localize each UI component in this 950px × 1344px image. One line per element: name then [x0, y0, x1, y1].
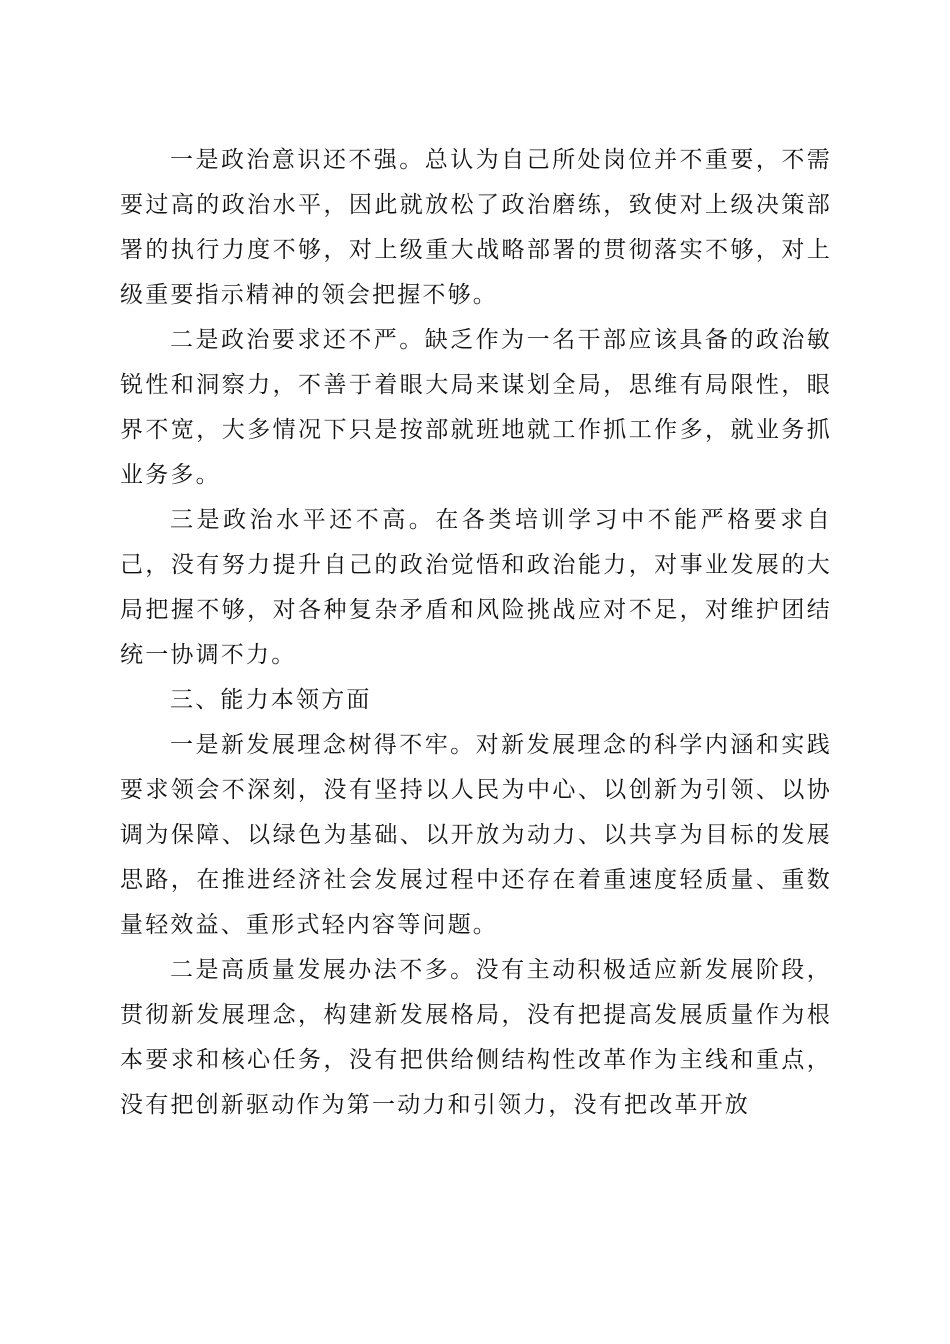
paragraph-lead: 一是新发展理念树得不牢。 — [170, 732, 476, 758]
paragraph-political-level — [120, 498, 832, 678]
paragraph-political-awareness — [120, 138, 832, 318]
paragraph-text: 对新发展理念的科学内涵和实践要求领会不深刻，没有坚持以人民为中心、以创新为引领、以协调为保障、以绿色为基础、以开放为动力、以共享为目标的发展思路，在推进经济社会发展过程中还存在着重速度轻质量、重数量轻效益、重形式轻内容等问题。 — [120, 732, 832, 938]
paragraph-text: 总认为自己所处岗位并不重要，不需要过高的政治水平，因此就放松了政治磨练，致使对上级决策部署的执行力度不够，对上级重大战略部署的贯彻落实不够，对上级重要指示精神的领会把握不够。 — [120, 147, 832, 308]
paragraph-new-development-concept — [120, 723, 832, 948]
document-body — [120, 138, 832, 1128]
section-heading: 三、能力本领方面 — [170, 687, 372, 713]
paragraph-lead: 三是政治水平还不高。 — [170, 507, 436, 533]
paragraph-high-quality-development — [120, 948, 832, 1128]
paragraph-text: 缺乏作为一名干部应该具备的政治敏锐性和洞察力，不善于着眼大局来谋划全局，思维有局限性，眼界不宽，大多情况下只是按部就班地就工作抓工作多，就业务抓业务多。 — [120, 327, 832, 488]
paragraph-lead: 二是高质量发展办法不多。 — [170, 957, 476, 983]
paragraph-text: 在各类培训学习中不能严格要求自己，没有努力提升自己的政治觉悟和政治能力，对事业发展的大局把握不够，对各种复杂矛盾和风险挑战应对不足，对维护团结统一协调不力。 — [120, 507, 833, 668]
paragraph-lead: 二是政治要求还不严。 — [170, 327, 425, 353]
paragraph-lead: 一是政治意识还不强。 — [170, 147, 425, 173]
paragraph-text: 没有主动积极适应新发展阶段，贯彻新发展理念，构建新发展格局，没有把提高发展质量作为根本要求和核心任务，没有把供给侧结构性改革作为主线和重点，没有把创新驱动作为第一动力和引领力，没有把改革开放 — [120, 957, 832, 1118]
paragraph-political-requirements — [120, 318, 832, 498]
